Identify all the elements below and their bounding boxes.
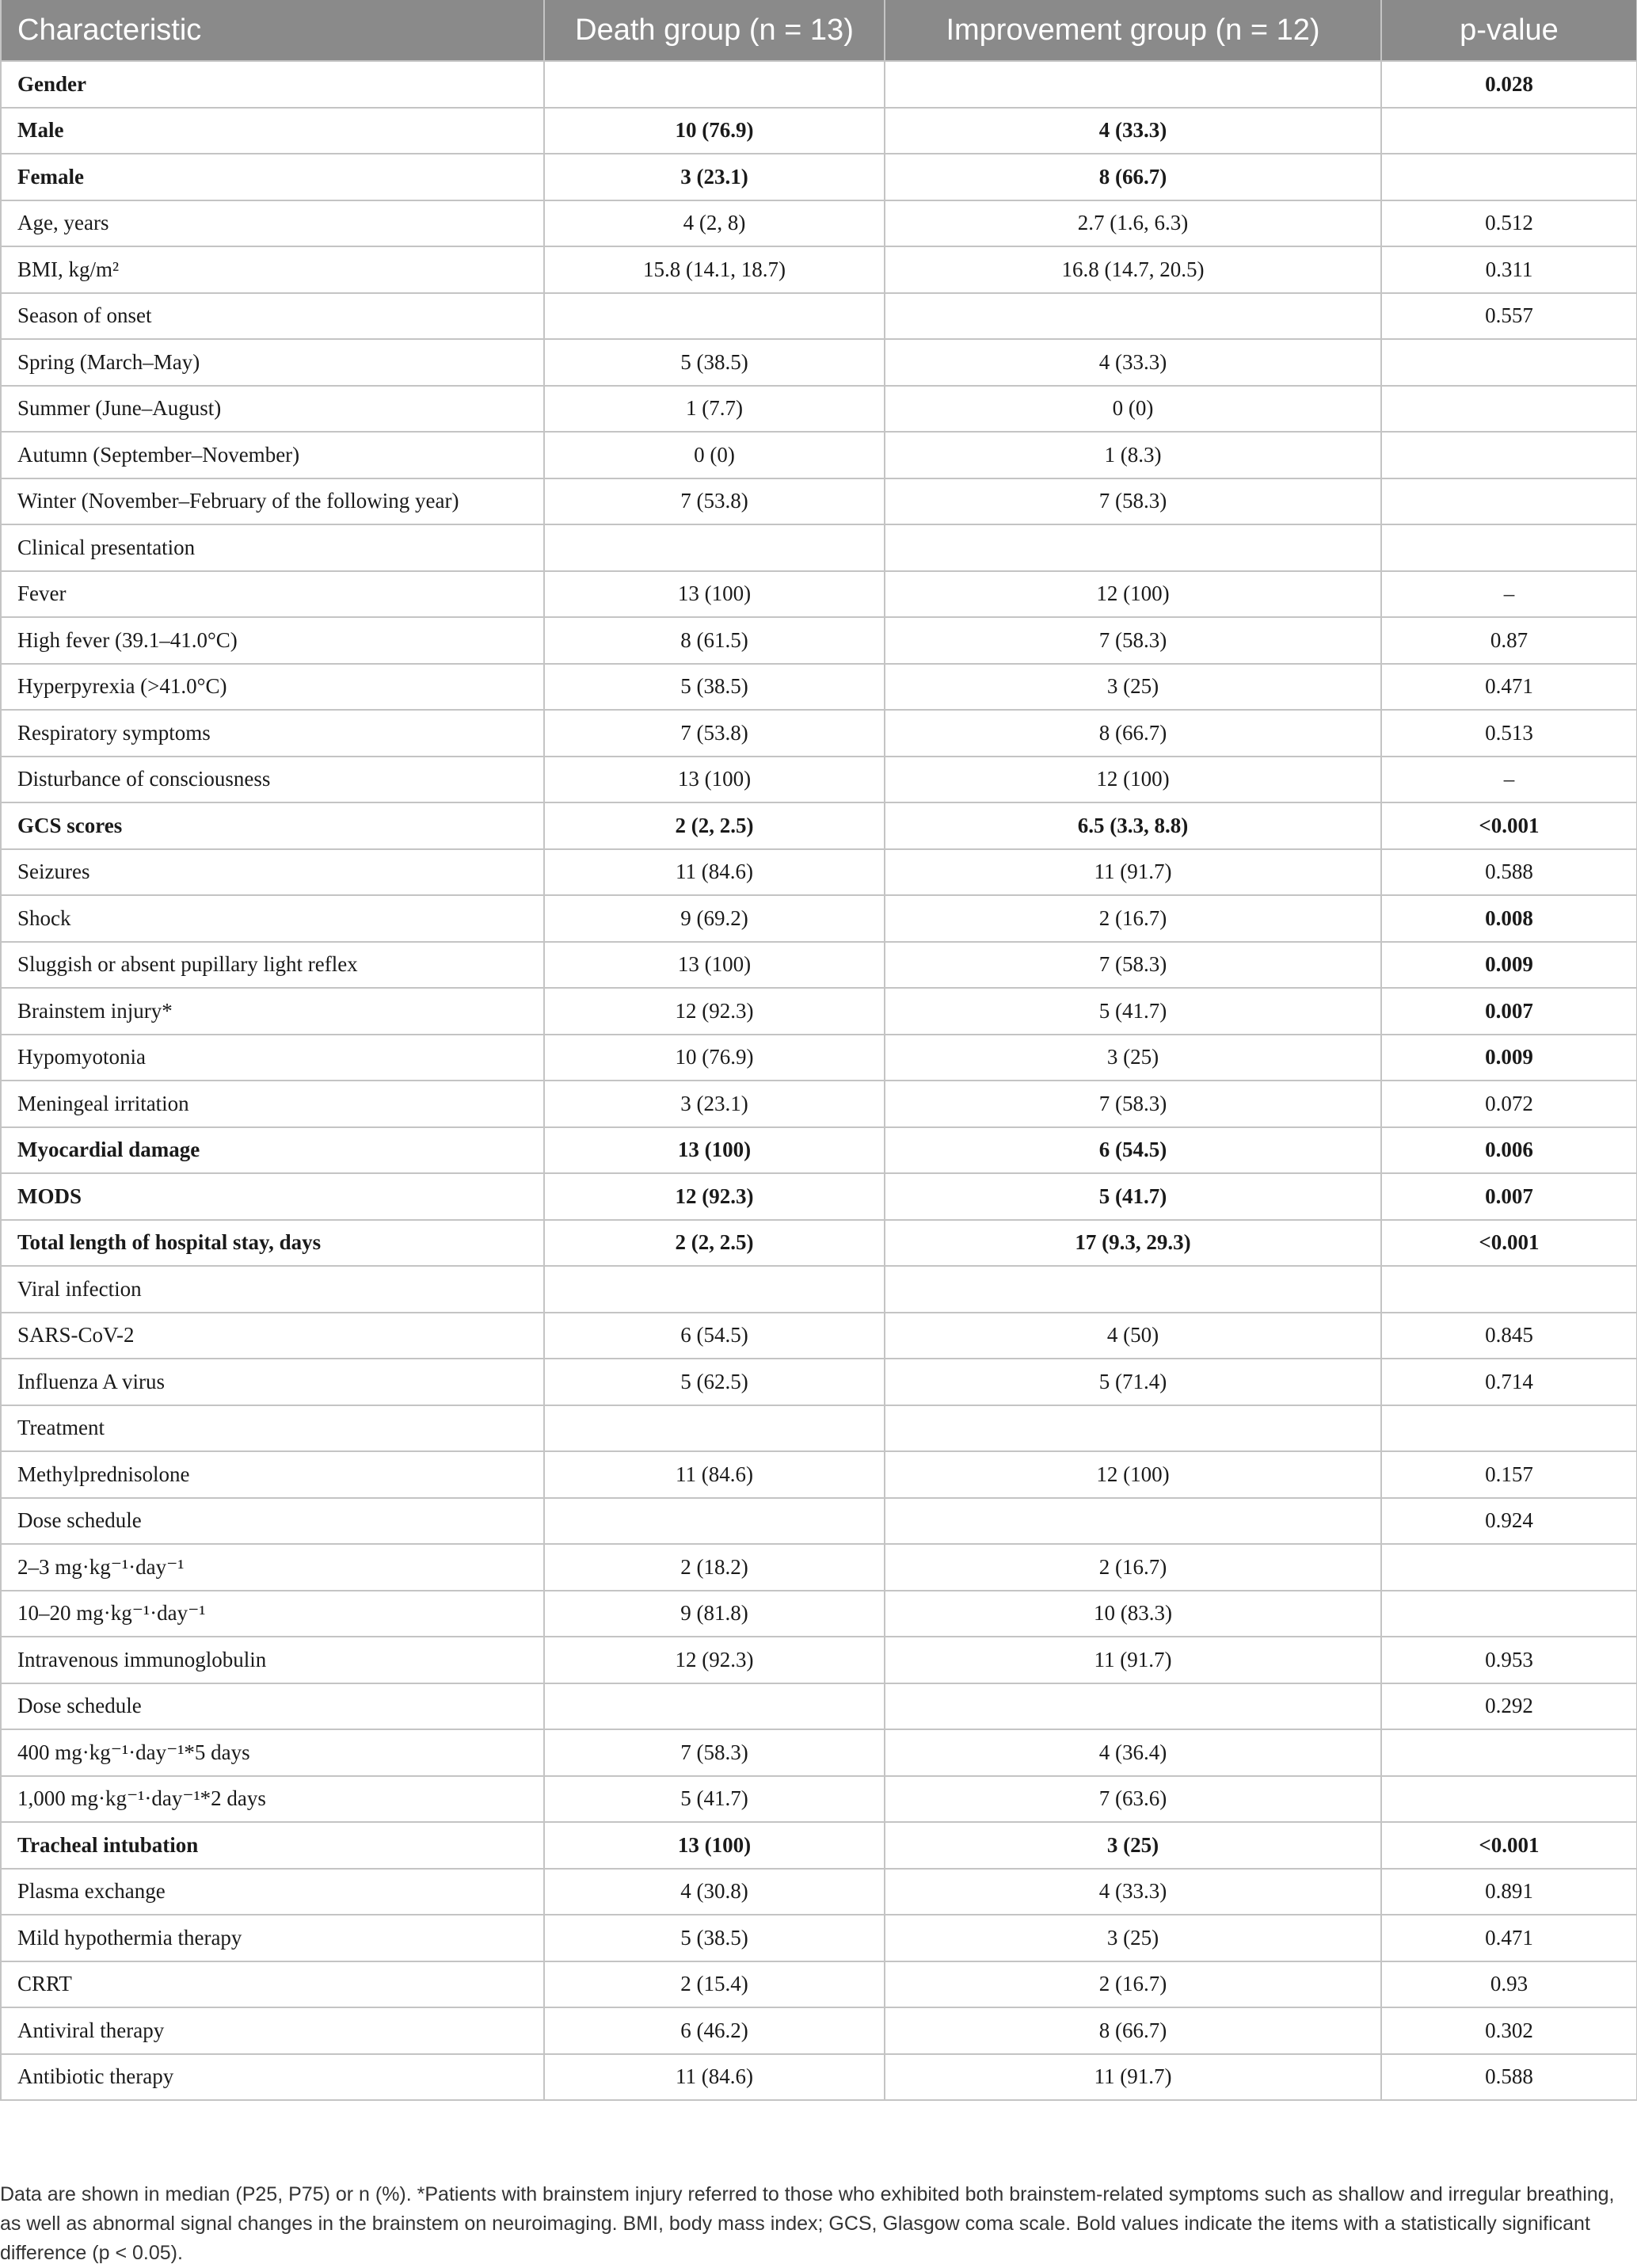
p-value-cell: 0.924 [1381, 1498, 1637, 1545]
death-group-cell: 15.8 (14.1, 18.7) [544, 246, 885, 293]
improvement-group-cell: 11 (91.7) [885, 849, 1381, 896]
characteristic-cell: Dose schedule [1, 1683, 544, 1730]
table-row [1, 1035, 1637, 1081]
characteristic-cell: Winter (November–February of the following year) [1, 478, 544, 525]
improvement-group-cell: 4 (33.3) [885, 108, 1381, 154]
characteristic-cell: Shock [1, 895, 544, 942]
death-group-cell: 8 (61.5) [544, 617, 885, 664]
improvement-group-cell: 4 (50) [885, 1313, 1381, 1359]
characteristic-cell: Influenza A virus [1, 1359, 544, 1405]
death-group-cell: 12 (92.3) [544, 988, 885, 1035]
characteristic-cell: Tracheal intubation [1, 1822, 544, 1869]
table-row [1, 664, 1637, 711]
improvement-group-cell [885, 1498, 1381, 1545]
characteristic-cell: Spring (March–May) [1, 339, 544, 386]
death-group-cell: 12 (92.3) [544, 1637, 885, 1683]
table-row [1, 710, 1637, 757]
table-row [1, 246, 1637, 293]
p-value-cell: 0.028 [1381, 61, 1637, 108]
death-group-cell: 6 (46.2) [544, 2007, 885, 2054]
p-value-cell [1381, 1544, 1637, 1591]
death-group-cell: 5 (62.5) [544, 1359, 885, 1405]
table-row [1, 1127, 1637, 1174]
p-value-cell: <0.001 [1381, 1822, 1637, 1869]
table-row [1, 1451, 1637, 1498]
death-group-cell [544, 1498, 885, 1545]
table-row [1, 1869, 1637, 1915]
p-value-cell: 0.845 [1381, 1313, 1637, 1359]
death-group-cell: 13 (100) [544, 1822, 885, 1869]
p-value-cell: 0.588 [1381, 849, 1637, 896]
improvement-group-cell: 12 (100) [885, 757, 1381, 803]
table-row [1, 1173, 1637, 1220]
characteristic-cell: Female [1, 154, 544, 200]
header-improvement-group: Improvement group (n = 12) [885, 0, 1381, 61]
death-group-cell: 10 (76.9) [544, 108, 885, 154]
table-row [1, 1498, 1637, 1545]
significant-p-value: 0.008 [1485, 905, 1533, 930]
table-row [1, 1220, 1637, 1267]
p-value-cell: 0.953 [1381, 1637, 1637, 1683]
table-row [1, 1544, 1637, 1591]
p-value-cell: 0.471 [1381, 1915, 1637, 1961]
table-row [1, 432, 1637, 478]
table-row [1, 1776, 1637, 1823]
characteristic-cell: Clinical presentation [1, 524, 544, 571]
table-row [1, 617, 1637, 664]
table-row [1, 200, 1637, 247]
p-value-cell: 0.007 [1381, 1173, 1637, 1220]
improvement-group-cell: 4 (33.3) [885, 339, 1381, 386]
death-group-cell: 2 (15.4) [544, 1961, 885, 2008]
p-value-cell: 0.006 [1381, 1127, 1637, 1174]
characteristic-cell: Meningeal irritation [1, 1081, 544, 1127]
death-group-cell: 6 (54.5) [544, 1313, 885, 1359]
improvement-group-cell: 6 (54.5) [885, 1127, 1381, 1174]
p-value-cell [1381, 1729, 1637, 1776]
characteristic-cell: Gender [1, 61, 544, 108]
p-value-cell: 0.302 [1381, 2007, 1637, 2054]
improvement-group-cell: 1 (8.3) [885, 432, 1381, 478]
characteristic-cell: BMI, kg/m² [1, 246, 544, 293]
improvement-group-cell: 5 (41.7) [885, 1173, 1381, 1220]
table-footnote: Data are shown in median (P25, P75) or n (%). *Patients with brainstem injury referred to those who exhibited both brainstem-related symptoms such as shallow and irregular breathing, as well as abnormal signal changes in the brainstem on neuroimaging. BMI, body mass index; GCS, Glasgow coma scale. Bold values indicate the items with a statistically significant difference (p < 0.05). [0, 2183, 1615, 2264]
death-group-cell: 10 (76.9) [544, 1035, 885, 1081]
table-row [1, 478, 1637, 525]
improvement-group-cell [885, 524, 1381, 571]
characteristic-cell: Disturbance of consciousness [1, 757, 544, 803]
improvement-group-cell: 0 (0) [885, 386, 1381, 433]
p-value-cell [1381, 1266, 1637, 1313]
death-group-cell: 9 (81.8) [544, 1591, 885, 1637]
death-group-cell: 13 (100) [544, 942, 885, 989]
improvement-group-cell: 11 (91.7) [885, 2054, 1381, 2101]
characteristic-cell: CRRT [1, 1961, 544, 2008]
improvement-group-cell: 3 (25) [885, 664, 1381, 711]
characteristic-cell: 2–3 mg·kg⁻¹·day⁻¹ [1, 1544, 544, 1591]
table-row [1, 1915, 1637, 1961]
improvement-group-cell: 12 (100) [885, 1451, 1381, 1498]
p-value-cell [1381, 1776, 1637, 1823]
p-value-cell [1381, 339, 1637, 386]
p-value-cell [1381, 386, 1637, 433]
table-header [1, 0, 1637, 61]
characteristic-cell: Summer (June–August) [1, 386, 544, 433]
table-row [1, 1822, 1637, 1869]
table-row [1, 1961, 1637, 2008]
p-value-cell [1381, 432, 1637, 478]
table-row [1, 1683, 1637, 1730]
characteristic-cell: High fever (39.1–41.0°C) [1, 617, 544, 664]
p-value-cell: 0.93 [1381, 1961, 1637, 2008]
p-value-cell [1381, 895, 1637, 942]
p-value-cell: 0.714 [1381, 1359, 1637, 1405]
death-group-cell: 9 (69.2) [544, 895, 885, 942]
table-row [1, 1313, 1637, 1359]
death-group-cell: 5 (38.5) [544, 1915, 885, 1961]
death-group-cell: 5 (38.5) [544, 339, 885, 386]
table-row [1, 802, 1637, 849]
characteristic-cell: SARS-CoV-2 [1, 1313, 544, 1359]
p-value-cell: 0.87 [1381, 617, 1637, 664]
characteristic-cell: Hyperpyrexia (>41.0°C) [1, 664, 544, 711]
p-value-cell: 0.311 [1381, 246, 1637, 293]
significant-p-value: 0.009 [1485, 952, 1533, 977]
characteristic-cell: Respiratory symptoms [1, 710, 544, 757]
improvement-group-cell [885, 61, 1381, 108]
characteristic-cell: Seizures [1, 849, 544, 896]
p-value-cell [1381, 1591, 1637, 1637]
characteristic-cell: Fever [1, 571, 544, 618]
characteristic-cell: Viral infection [1, 1266, 544, 1313]
death-group-cell: 7 (58.3) [544, 1729, 885, 1776]
table-row [1, 849, 1637, 896]
p-value-cell: 0.157 [1381, 1451, 1637, 1498]
table-body [1, 61, 1637, 2100]
death-group-cell: 13 (100) [544, 1127, 885, 1174]
table-row [1, 386, 1637, 433]
characteristic-cell: Mild hypothermia therapy [1, 1915, 544, 1961]
death-group-cell: 11 (84.6) [544, 2054, 885, 2101]
p-value-cell [1381, 988, 1637, 1035]
improvement-group-cell [885, 293, 1381, 340]
significant-p-value: 0.009 [1485, 1045, 1533, 1069]
improvement-group-cell: 5 (71.4) [885, 1359, 1381, 1405]
death-group-cell: 3 (23.1) [544, 1081, 885, 1127]
characteristic-cell: Male [1, 108, 544, 154]
improvement-group-cell: 17 (9.3, 29.3) [885, 1220, 1381, 1267]
p-value-cell [1381, 478, 1637, 525]
table-row [1, 61, 1637, 108]
p-value-cell [1381, 942, 1637, 989]
characteristic-cell: 10–20 mg·kg⁻¹·day⁻¹ [1, 1591, 544, 1637]
table-row [1, 988, 1637, 1035]
table-row [1, 2054, 1637, 2101]
improvement-group-cell: 2 (16.7) [885, 1544, 1381, 1591]
death-group-cell: 13 (100) [544, 571, 885, 618]
characteristic-cell: Autumn (September–November) [1, 432, 544, 478]
characteristic-cell: Season of onset [1, 293, 544, 340]
characteristic-cell: 400 mg·kg⁻¹·day⁻¹*5 days [1, 1729, 544, 1776]
p-value-cell: <0.001 [1381, 802, 1637, 849]
table-row [1, 1081, 1637, 1127]
characteristic-cell: MODS [1, 1173, 544, 1220]
death-group-cell: 2 (2, 2.5) [544, 1220, 885, 1267]
death-group-cell: 4 (2, 8) [544, 200, 885, 247]
table-row [1, 1405, 1637, 1452]
improvement-group-cell: 2 (16.7) [885, 895, 1381, 942]
improvement-group-cell: 4 (33.3) [885, 1869, 1381, 1915]
characteristic-cell: GCS scores [1, 802, 544, 849]
header-death-group: Death group (n = 13) [544, 0, 885, 61]
improvement-group-cell [885, 1405, 1381, 1452]
p-value-cell: 0.588 [1381, 2054, 1637, 2101]
p-value-cell [1381, 1035, 1637, 1081]
improvement-group-cell: 16.8 (14.7, 20.5) [885, 246, 1381, 293]
table-row [1, 942, 1637, 989]
p-value-cell: 0.512 [1381, 200, 1637, 247]
improvement-group-cell: 8 (66.7) [885, 2007, 1381, 2054]
improvement-group-cell: 7 (58.3) [885, 478, 1381, 525]
header-row [1, 0, 1637, 61]
death-group-cell: 5 (41.7) [544, 1776, 885, 1823]
table-row [1, 757, 1637, 803]
death-group-cell: 3 (23.1) [544, 154, 885, 200]
characteristic-cell: 1,000 mg·kg⁻¹·day⁻¹*2 days [1, 1776, 544, 1823]
p-value-cell [1381, 108, 1637, 154]
improvement-group-cell: 7 (63.6) [885, 1776, 1381, 1823]
characteristic-cell: Age, years [1, 200, 544, 247]
improvement-group-cell: 7 (58.3) [885, 1081, 1381, 1127]
improvement-group-cell: 3 (25) [885, 1822, 1381, 1869]
improvement-group-cell: 10 (83.3) [885, 1591, 1381, 1637]
death-group-cell: 4 (30.8) [544, 1869, 885, 1915]
p-value-cell: 0.471 [1381, 664, 1637, 711]
characteristic-cell: Plasma exchange [1, 1869, 544, 1915]
characteristic-cell: Antibiotic therapy [1, 2054, 544, 2101]
improvement-group-cell [885, 1266, 1381, 1313]
header-characteristic: Characteristic [1, 0, 544, 61]
characteristic-cell: Total length of hospital stay, days [1, 1220, 544, 1267]
significant-p-value: 0.007 [1485, 998, 1533, 1023]
improvement-group-cell: 8 (66.7) [885, 154, 1381, 200]
table-row [1, 339, 1637, 386]
death-group-cell [544, 1405, 885, 1452]
p-value-cell: 0.072 [1381, 1081, 1637, 1127]
characteristic-cell: Brainstem injury* [1, 988, 544, 1035]
death-group-cell: 12 (92.3) [544, 1173, 885, 1220]
death-group-cell [544, 524, 885, 571]
characteristic-cell: Methylprednisolone [1, 1451, 544, 1498]
improvement-group-cell: 2 (16.7) [885, 1961, 1381, 2008]
characteristic-cell: Dose schedule [1, 1498, 544, 1545]
death-group-cell: 0 (0) [544, 432, 885, 478]
characteristic-cell: Intravenous immunoglobulin [1, 1637, 544, 1683]
table-row [1, 1266, 1637, 1313]
table-row [1, 1591, 1637, 1637]
characteristic-cell: Myocardial damage [1, 1127, 544, 1174]
death-group-cell: 5 (38.5) [544, 664, 885, 711]
improvement-group-cell: 2.7 (1.6, 6.3) [885, 200, 1381, 247]
death-group-cell: 2 (2, 2.5) [544, 802, 885, 849]
table-row [1, 895, 1637, 942]
death-group-cell [544, 293, 885, 340]
p-value-cell: 0.557 [1381, 293, 1637, 340]
p-value-cell: – [1381, 571, 1637, 618]
p-value-cell [1381, 524, 1637, 571]
death-group-cell [544, 1266, 885, 1313]
characteristic-cell: Hypomyotonia [1, 1035, 544, 1081]
characteristic-cell: Antiviral therapy [1, 2007, 544, 2054]
p-value-cell [1381, 154, 1637, 200]
death-group-cell: 7 (53.8) [544, 710, 885, 757]
death-group-cell: 13 (100) [544, 757, 885, 803]
table-row [1, 293, 1637, 340]
header-p-value: p-value [1381, 0, 1637, 61]
table-row [1, 524, 1637, 571]
p-value-cell: – [1381, 757, 1637, 803]
improvement-group-cell: 5 (41.7) [885, 988, 1381, 1035]
characteristic-cell: Treatment [1, 1405, 544, 1452]
death-group-cell: 2 (18.2) [544, 1544, 885, 1591]
table-row [1, 108, 1637, 154]
improvement-group-cell: 3 (25) [885, 1915, 1381, 1961]
table-row [1, 1729, 1637, 1776]
p-value-cell: 0.891 [1381, 1869, 1637, 1915]
table-row [1, 571, 1637, 618]
p-value-cell: 0.513 [1381, 710, 1637, 757]
death-group-cell [544, 1683, 885, 1730]
death-group-cell: 11 (84.6) [544, 849, 885, 896]
improvement-group-cell: 7 (58.3) [885, 942, 1381, 989]
death-group-cell: 1 (7.7) [544, 386, 885, 433]
improvement-group-cell: 7 (58.3) [885, 617, 1381, 664]
characteristic-cell: Sluggish or absent pupillary light reflex [1, 942, 544, 989]
improvement-group-cell: 4 (36.4) [885, 1729, 1381, 1776]
improvement-group-cell: 11 (91.7) [885, 1637, 1381, 1683]
improvement-group-cell: 3 (25) [885, 1035, 1381, 1081]
death-group-cell [544, 61, 885, 108]
table-row [1, 2007, 1637, 2054]
table-row [1, 1637, 1637, 1683]
p-value-cell: <0.001 [1381, 1220, 1637, 1267]
improvement-group-cell: 8 (66.7) [885, 710, 1381, 757]
improvement-group-cell: 12 (100) [885, 571, 1381, 618]
improvement-group-cell [885, 1683, 1381, 1730]
death-group-cell: 7 (53.8) [544, 478, 885, 525]
table-row [1, 1359, 1637, 1405]
p-value-cell [1381, 1405, 1637, 1452]
table-row [1, 154, 1637, 200]
p-value-cell: 0.292 [1381, 1683, 1637, 1730]
death-group-cell: 11 (84.6) [544, 1451, 885, 1498]
improvement-group-cell: 6.5 (3.3, 8.8) [885, 802, 1381, 849]
